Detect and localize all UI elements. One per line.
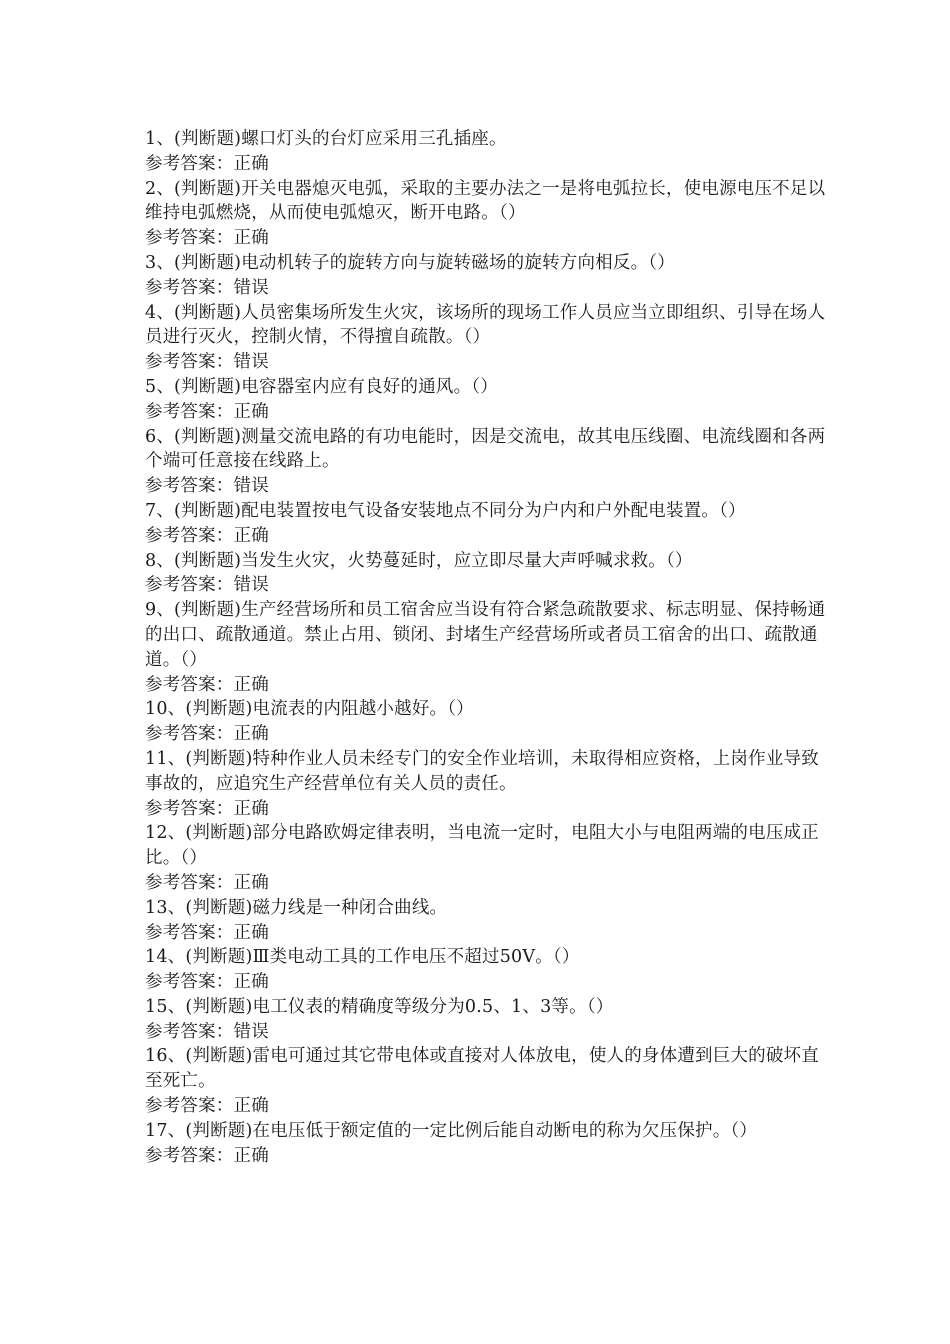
question-item-16 [145,1044,835,1118]
reference-answer: 参考答案：正确 [145,674,269,695]
question-item-5 [145,375,835,425]
reference-answer: 参考答案：错误 [145,575,269,596]
reference-answer: 参考答案：正确 [145,525,269,546]
question-text: 1、(判断题)螺口灯头的台灯应采用三孔插座。 [145,129,507,149]
reference-answer: 参考答案：正确 [145,872,269,893]
question-item-15 [145,995,835,1045]
question-item-3 [145,251,835,301]
reference-answer: 参考答案：正确 [145,724,269,745]
question-item-7 [145,499,835,549]
question-text: 7、(判断题)配电装置按电气设备安装地点不同分为户内和户外配电装置。（） [145,500,746,521]
question-list [145,127,835,1168]
question-item-14 [145,945,835,995]
question-text: 6、(判断题)测量交流电路的有功电能时，因是交流电，故其电压线圈、电流线圈和各两个端可任意接在线路上。 [145,426,826,472]
reference-answer: 参考答案：正确 [145,1145,269,1166]
question-item-10 [145,697,835,747]
question-text: 11、(判断题)特种作业人员未经专门的安全作业培训，未取得相应资格，上岗作业导致事故的，应追究生产经营单位有关人员的责任。 [145,748,819,794]
reference-answer: 参考答案：错误 [145,476,269,497]
question-item-8 [145,549,835,599]
question-text: 3、(判断题)电动机转子的旋转方向与旋转磁场的旋转方向相反。（） [145,252,675,273]
question-item-12 [145,821,835,895]
question-item-9 [145,598,835,697]
question-item-13 [145,896,835,946]
reference-answer: 参考答案：正确 [145,228,269,249]
question-text: 8、(判断题)当发生火灾，火势蔓延时，应立即尽量大声呼喊求救。（） [145,550,693,571]
question-text: 12、(判断题)部分电路欧姆定律表明，当电流一定时，电阻大小与电阻两端的电压成正比。（） [145,823,819,869]
question-item-11 [145,747,835,821]
question-item-17 [145,1119,835,1169]
question-text: 2、(判断题)开关电器熄灭电弧，采取的主要办法之一是将电弧拉长，使电源电压不足以维持电弧燃烧，从而使电弧熄灭，断开电路。（） [145,178,826,224]
reference-answer: 参考答案：错误 [145,352,269,373]
question-item-4 [145,301,835,375]
question-text: 5、(判断题)电容器室内应有良好的通风。（） [145,376,498,397]
reference-answer: 参考答案：正确 [145,401,269,422]
question-text: 9、(判断题)生产经营场所和员工宿舍应当设有符合紧急疏散要求、标志明显、保持畅通的出口、疏散通道。禁止占用、锁闭、封堵生产经营场所或者员工宿舍的出口、疏散通道。（） [145,600,826,670]
question-item-1 [145,127,835,177]
reference-answer: 参考答案：正确 [145,922,269,943]
question-text: 17、(判断题)在电压低于额定值的一定比例后能自动断电的称为欠压保护。（） [145,1120,758,1141]
question-text: 16、(判断题)雷电可通过其它带电体或直接对人体放电，使人的身体遭到巨大的破坏直至死亡。 [145,1046,819,1092]
question-text: 15、(判断题)电工仪表的精确度等级分为0.5、1、3等。（） [145,996,614,1017]
reference-answer: 参考答案：错误 [145,277,269,298]
question-item-6 [145,425,835,499]
question-text: 13、(判断题)磁力线是一种闭合曲线。 [145,897,448,918]
question-text: 4、(判断题)人员密集场所发生火灾，该场所的现场工作人员应当立即组织、引导在场人员进行灭火，控制火情，不得擅自疏散。（） [145,302,826,348]
question-text: 10、(判断题)电流表的内阻越小越好。（） [145,699,474,720]
question-text: 14、(判断题)Ⅲ类电动工具的工作电压不超过50V。（） [145,947,580,968]
reference-answer: 参考答案：正确 [145,153,269,174]
reference-answer: 参考答案：正确 [145,972,269,993]
question-item-2 [145,177,835,251]
reference-answer: 参考答案：错误 [145,1021,269,1042]
reference-answer: 参考答案：正确 [145,798,269,819]
reference-answer: 参考答案：正确 [145,1096,269,1117]
